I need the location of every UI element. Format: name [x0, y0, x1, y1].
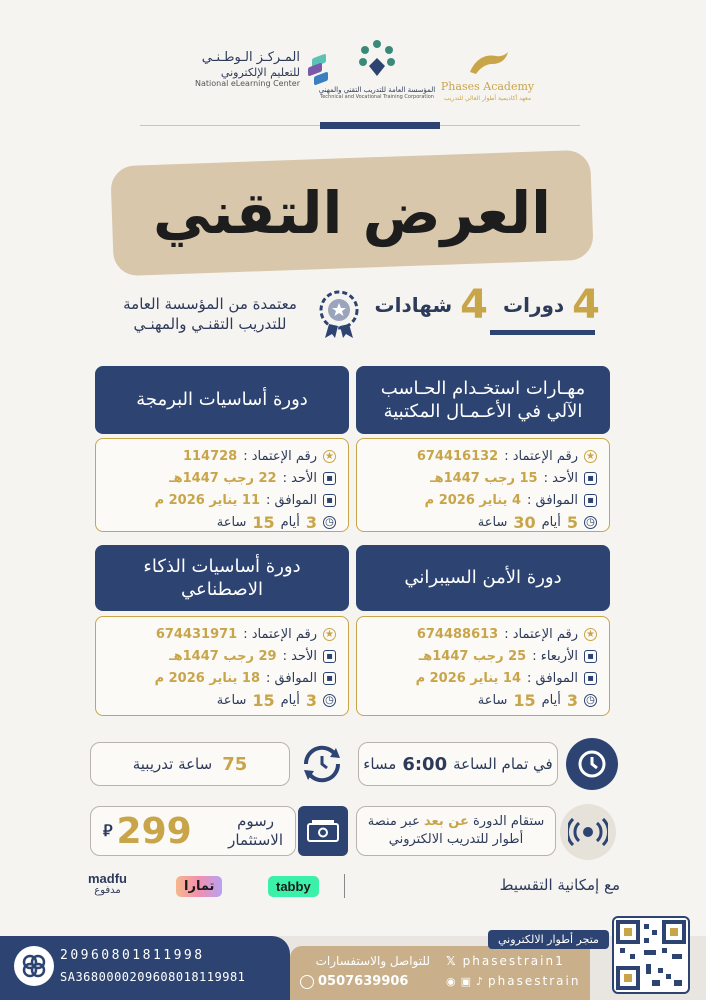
social-handle[interactable]: phasestrain: [488, 974, 581, 988]
total-hours-value: 75: [222, 753, 248, 775]
phone-number[interactable]: 0507639906: [318, 974, 409, 989]
gregorian-date: 14 يناير 2026 م: [415, 670, 522, 686]
hijri-date-row: [108, 467, 336, 489]
days-label: أيام: [280, 692, 300, 708]
days-count: 3: [566, 690, 578, 710]
day-label: الأحد :: [282, 470, 317, 486]
madfu-ar: مدفوع: [94, 884, 121, 896]
course-details-cybersecurity: [356, 616, 610, 716]
hours-label: ساعة: [477, 514, 508, 530]
hijri-date: 22 رجب 1447هـ: [169, 470, 277, 486]
accreditation-label: رقم الإعتماد :: [243, 626, 317, 642]
gregorian-date-row: [108, 489, 336, 511]
gregorian-label: الموافق :: [527, 492, 578, 508]
time-pill: [358, 742, 558, 786]
remote-text-3: أطوار للتدريب الالكتروني: [388, 832, 524, 847]
snapchat-icon: ◉: [446, 974, 458, 988]
clock-icon: ◷: [323, 516, 336, 529]
iban-number: SA3680000209608018119981: [60, 970, 246, 984]
horse-icon: [466, 48, 510, 78]
riyal-symbol-icon: ⃁: [103, 821, 113, 840]
installments-label: مع إمكانية التقسيط: [499, 876, 620, 894]
days-count: 3: [305, 512, 317, 532]
medal-icon: ★: [323, 450, 336, 463]
courses-underline: [490, 330, 595, 335]
nelc-logo: [195, 50, 332, 88]
hijri-date: 25 رجب 1447هـ: [418, 648, 527, 664]
remote-text-1: ستقام الدورة: [472, 813, 545, 829]
accreditation-number: 674416132: [416, 448, 499, 464]
course-details-programming: [95, 438, 349, 532]
fee-value: 299: [116, 810, 192, 852]
duration-row: [369, 511, 597, 533]
total-hours-label: ساعة تدريبية: [132, 755, 213, 773]
qr-code-icon: [614, 918, 688, 992]
header-accent-bar: [320, 122, 440, 129]
contact-label: للتواصل والاستفسارات: [315, 954, 430, 968]
accreditation-line-2: للتدريب التقنـي والمهنـي: [133, 315, 287, 334]
hours-label: ساعة: [216, 514, 247, 530]
gregorian-date-row: [369, 489, 597, 511]
course-details-office: [356, 438, 610, 532]
whatsapp-icon: [300, 975, 314, 989]
instagram-icon: ▣: [460, 974, 474, 988]
accreditation-number: 674431971: [155, 626, 238, 642]
days-label: أيام: [541, 514, 561, 530]
accreditation-line-1: معتمدة من المؤسسة العامة: [123, 295, 297, 313]
gregorian-date: 11 يناير 2026 م: [154, 492, 261, 508]
calendar-icon: ▪: [323, 494, 336, 507]
x-handle-row[interactable]: [446, 954, 596, 968]
nelc-name-en: National eLearning Center: [195, 78, 300, 88]
course-title-ai: دورة أساسيات الذكاء الاصطناعي: [95, 545, 349, 611]
gregorian-label: الموافق :: [527, 670, 578, 686]
remote-text-2: عبر منصة: [367, 813, 420, 829]
calendar-icon: ▪: [584, 472, 597, 485]
fee-label-2: الاستثمار: [228, 831, 283, 849]
broadcast-icon: [560, 804, 616, 860]
nelc-name-1: المـركـز الـوطـنـي: [201, 50, 300, 65]
accreditation-label: رقم الإعتماد :: [504, 626, 578, 642]
calendar-icon: ▪: [323, 472, 336, 485]
hours-label: ساعة: [216, 692, 247, 708]
tamara-logo: تمارا: [176, 876, 222, 897]
day-label: الأحد :: [282, 648, 317, 664]
time-label: في تمام الساعة: [453, 755, 553, 773]
courses-label: دورات: [502, 293, 565, 317]
medal-icon: ★: [584, 450, 597, 463]
social-handle-row[interactable]: [446, 974, 596, 988]
calendar-icon: ▪: [584, 494, 597, 507]
gregorian-date: 18 يناير 2026 م: [154, 670, 261, 686]
accreditation-row: [108, 623, 336, 645]
duration-row: [369, 689, 597, 711]
duration-row: [108, 511, 336, 533]
installments-divider: [344, 874, 345, 898]
nelc-mark-icon: [306, 54, 332, 84]
certificates-stat: [370, 282, 488, 328]
accreditation-number: 114728: [182, 448, 238, 464]
time-suffix: مساء: [363, 755, 397, 773]
day-label: الأحد :: [543, 470, 578, 486]
certificate-badge-icon: [314, 288, 364, 340]
days-label: أيام: [280, 514, 300, 530]
page-title: العرض التقني: [152, 179, 552, 247]
hours-count: 30: [513, 512, 536, 532]
hours-label: ساعة: [477, 692, 508, 708]
bank-logo-icon: [14, 946, 54, 986]
nelc-name-2: للتعليم الإلكتروني: [220, 65, 300, 79]
tvtc-logo: [318, 36, 436, 100]
hijri-date-row: [369, 467, 597, 489]
clock-icon: ◷: [584, 516, 597, 529]
medal-icon: ★: [323, 628, 336, 641]
x-handle[interactable]: phasestrain1: [462, 954, 565, 968]
tabby-logo: tabby: [268, 876, 319, 897]
calendar-icon: ▪: [323, 650, 336, 663]
clock-icon: [566, 738, 618, 790]
course-details-ai: [95, 616, 349, 716]
gregorian-date-row: [108, 667, 336, 689]
hijri-date-row: [369, 645, 597, 667]
accreditation-row: [108, 445, 336, 467]
hijri-date-row: [108, 645, 336, 667]
certificates-label: شهادات: [374, 293, 453, 317]
total-hours-pill: [90, 742, 290, 786]
fee-pill: [90, 806, 296, 856]
madfu-logo: [88, 872, 127, 896]
accreditation-label: رقم الإعتماد :: [243, 448, 317, 464]
cash-icon: [298, 806, 348, 856]
days-count: 3: [305, 690, 317, 710]
accreditation-label: رقم الإعتماد :: [504, 448, 578, 464]
hijri-date: 29 رجب 1447هـ: [169, 648, 277, 664]
store-label: متجر أطوار الالكتروني: [488, 930, 609, 949]
gregorian-label: الموافق :: [266, 670, 317, 686]
tvtc-name-ar: المؤسسة العامة للتدريب التقني والمهني: [318, 86, 436, 94]
hours-count: 15: [252, 690, 275, 710]
clock-icon: ◷: [584, 694, 597, 707]
hours-count: 15: [513, 690, 536, 710]
course-title-programming: دورة أساسيات البرمجة: [95, 366, 349, 434]
gregorian-label: الموافق :: [266, 492, 317, 508]
days-count: 5: [566, 512, 578, 532]
calendar-icon: ▪: [584, 672, 597, 685]
course-title-cybersecurity: دورة الأمن السيبراني: [356, 545, 610, 611]
accreditation-number: 674488613: [416, 626, 499, 642]
medal-icon: ★: [584, 628, 597, 641]
tvtc-name-en: Technical and Vocational Training Corporation: [320, 94, 434, 100]
phone-row[interactable]: [300, 974, 430, 989]
accreditation-row: [369, 445, 597, 467]
days-label: أيام: [541, 692, 561, 708]
clock-icon: ◷: [323, 694, 336, 707]
calendar-icon: ▪: [323, 672, 336, 685]
courses-count: 4: [572, 282, 600, 328]
course-title-office: مهـارات استخـدام الحـاسب الآلي في الأعـمـال المكتبية: [356, 366, 610, 434]
remote-pill: [356, 806, 556, 856]
hours-count: 15: [252, 512, 275, 532]
gregorian-date-row: [369, 667, 597, 689]
certificates-count: 4: [460, 282, 488, 328]
tvtc-emblem-icon: [355, 36, 399, 82]
day-label: الأربعاء :: [532, 648, 578, 664]
qr-code[interactable]: [612, 916, 690, 994]
duration-row: [108, 689, 336, 711]
fee-label-1: رسوم: [237, 812, 274, 831]
time-value: 6:00: [402, 753, 448, 775]
hijri-date: 15 رجب 1447هـ: [430, 470, 538, 486]
remote-highlight: عن بعد: [424, 813, 469, 829]
phases-academy-name: Phases Academy: [440, 80, 535, 93]
phases-academy-logo: [440, 48, 535, 102]
account-number: 20960801811998: [60, 948, 205, 963]
tiktok-icon: ♪: [476, 974, 486, 988]
accreditation-row: [369, 623, 597, 645]
calendar-icon: ▪: [584, 650, 597, 663]
gregorian-date: 4 يناير 2026 م: [424, 492, 522, 508]
phases-academy-sub: معهد أكاديمية أطوار العالي للتدريب: [443, 95, 532, 102]
madfu-en: madfu: [88, 871, 127, 886]
accreditation-text: [110, 294, 310, 335]
courses-stat: [490, 282, 600, 328]
refresh-clock-icon: [296, 738, 348, 790]
x-icon: 𝕏: [446, 954, 458, 968]
